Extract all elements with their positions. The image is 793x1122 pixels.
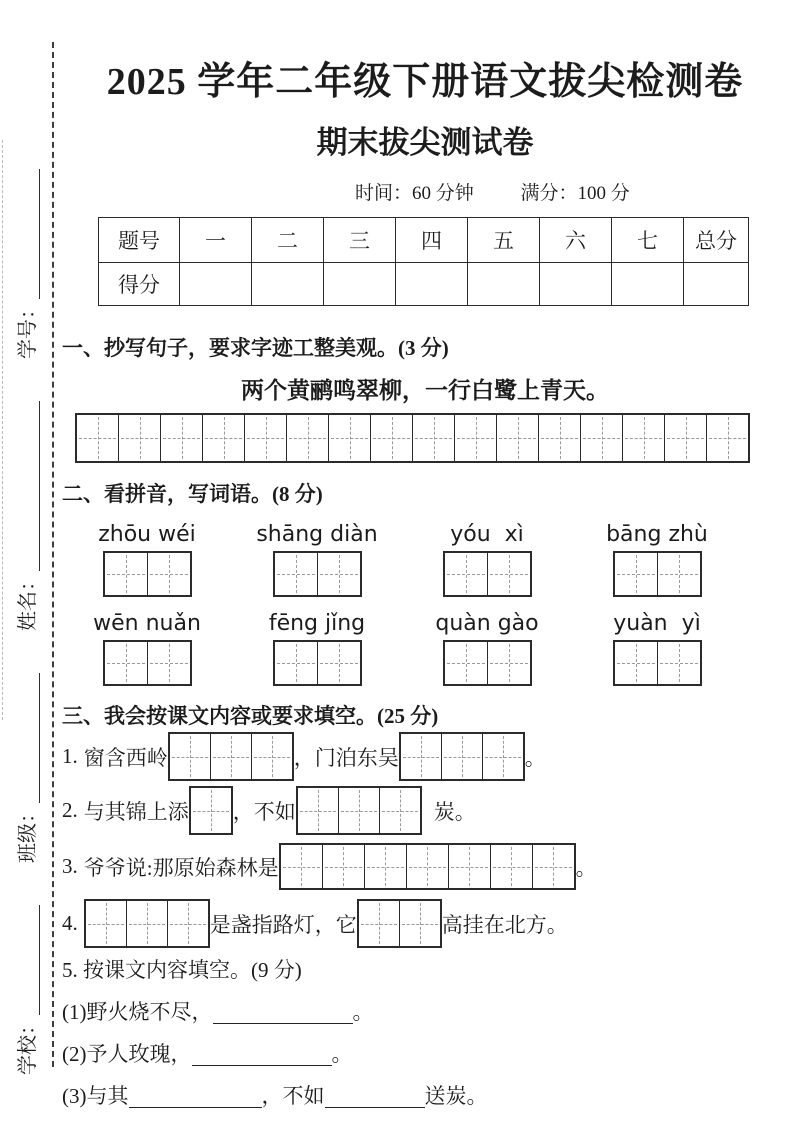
exam-full-score: 满分：100 分 — [520, 183, 630, 204]
score-table-col-1: 一 — [180, 218, 252, 263]
score-table-col-5: 五 — [468, 218, 540, 263]
write-cell — [370, 415, 412, 461]
write-cell — [286, 415, 328, 461]
write-cell — [328, 415, 370, 461]
write-cell — [615, 642, 657, 684]
score-table-col-6: 六 — [540, 218, 612, 263]
write-cell — [364, 845, 406, 888]
seal-label-name: 姓名： — [17, 571, 39, 631]
write-cell — [706, 415, 748, 461]
score-table — [98, 217, 749, 306]
write-cell — [482, 734, 523, 779]
score-cell — [540, 263, 612, 306]
section-two-heading: 二、看拼音，写词语。(8 分) — [62, 482, 323, 506]
fill-blank — [325, 1083, 425, 1108]
question-3 — [62, 843, 788, 890]
question-1 — [62, 732, 788, 781]
seal-cut-line — [52, 42, 54, 1067]
pinyin-group — [572, 522, 742, 597]
question-text: ，不如 — [261, 1084, 325, 1108]
score-table-col-2: 二 — [252, 218, 324, 263]
write-cell — [401, 734, 441, 779]
pinyin-word: yuàn yì — [613, 611, 701, 636]
pinyin-writebox — [103, 551, 192, 597]
pinyin-row-2 — [62, 611, 788, 686]
pinyin-word: quàn gào — [435, 611, 539, 636]
page-edge-dash-line — [2, 140, 3, 720]
seal-blank-class — [15, 673, 40, 803]
score-table-col-3: 三 — [324, 218, 396, 263]
question-text: ，不如 — [232, 799, 296, 824]
question-5-item-1 — [62, 996, 788, 1026]
write-cell — [317, 642, 360, 684]
answer-cells — [84, 899, 210, 948]
question-4 — [62, 899, 788, 948]
pinyin-word: fēng jǐng — [268, 611, 366, 636]
write-cell — [86, 901, 126, 946]
question-text: ，门泊东吴 — [293, 745, 399, 770]
write-cell — [338, 788, 379, 833]
write-cell — [359, 901, 399, 946]
write-cell — [622, 415, 664, 461]
write-cell — [379, 788, 420, 833]
write-cell — [317, 553, 360, 595]
score-table-col-4: 四 — [396, 218, 468, 263]
pinyin-writebox — [443, 551, 532, 597]
question-2 — [62, 786, 788, 835]
write-cell — [657, 553, 700, 595]
pinyin-group — [232, 611, 402, 686]
write-cell — [147, 553, 190, 595]
score-table-col-7: 七 — [612, 218, 684, 263]
write-cell — [538, 415, 580, 461]
write-cell — [454, 415, 496, 461]
score-cell — [396, 263, 468, 306]
write-cell — [445, 553, 487, 595]
fill-blank — [129, 1083, 262, 1108]
write-cell — [105, 642, 147, 684]
question-text: 。 — [331, 1042, 353, 1066]
score-cell — [468, 263, 540, 306]
score-cell — [324, 263, 396, 306]
answer-cells — [296, 786, 422, 835]
write-cell — [118, 415, 160, 461]
pinyin-row-1 — [62, 522, 788, 597]
score-row-label: 得分 — [99, 263, 180, 306]
seal-field-class — [11, 673, 40, 863]
write-cell — [126, 901, 167, 946]
copy-sentence: 两个黄鹂鸣翠柳，一行白鹭上青天。 — [241, 378, 609, 403]
pinyin-word: yóu xì — [450, 522, 524, 547]
write-cell — [487, 642, 530, 684]
seal-label-student-id: 学号： — [17, 299, 39, 359]
write-cell — [445, 642, 487, 684]
question-text: (1)野火烧不尽， — [62, 1000, 213, 1024]
pinyin-group — [402, 522, 572, 597]
write-cell — [496, 415, 538, 461]
write-cell — [664, 415, 706, 461]
seal-blank-student-id — [15, 169, 40, 299]
write-cell — [448, 845, 490, 888]
question-text: 炭。 — [433, 799, 476, 824]
fill-blank — [192, 1041, 332, 1066]
write-cell — [244, 415, 286, 461]
write-cell — [167, 901, 208, 946]
seal-blank-school — [15, 905, 40, 1015]
write-cell — [160, 415, 202, 461]
question-number: 1. — [62, 744, 78, 768]
pinyin-writebox — [273, 640, 362, 686]
score-cell — [252, 263, 324, 306]
question-text: (3)与其 — [62, 1084, 129, 1108]
question-text: (2)予人玫瑰， — [62, 1042, 192, 1066]
score-table-col-total: 总分 — [684, 218, 749, 263]
write-cell — [147, 642, 190, 684]
pinyin-word: zhōu wéi — [98, 522, 196, 547]
seal-label-class: 班级： — [17, 803, 39, 863]
question-text: 。 — [352, 1000, 374, 1024]
score-table-header-label: 题号 — [99, 218, 180, 263]
score-cell — [180, 263, 252, 306]
pinyin-group — [62, 611, 232, 686]
question-number: 3. — [62, 854, 78, 878]
question-text: 是盏指路灯，它 — [209, 912, 357, 937]
pinyin-writebox — [613, 640, 702, 686]
question-text: 送炭。 — [424, 1084, 488, 1108]
question-number: 4. — [62, 911, 78, 935]
pinyin-word: shāng diàn — [256, 522, 378, 547]
question-text: 与其锦上添 — [83, 799, 189, 824]
score-cell — [612, 263, 684, 306]
seal-label-school: 学校： — [17, 1015, 39, 1075]
write-cell — [532, 845, 574, 888]
question-5-heading: 5. 按课文内容填空。(9 分) — [62, 958, 302, 982]
exam-meta — [62, 178, 788, 205]
write-cell — [580, 415, 622, 461]
question-5-item-2 — [62, 1038, 788, 1068]
write-cell — [487, 553, 530, 595]
write-cell — [657, 642, 700, 684]
page-title: 2025 学年二年级下册语文拔尖检测卷 — [106, 61, 744, 103]
fill-blank — [213, 999, 353, 1024]
question-text: 窗含西岭 — [83, 745, 168, 770]
write-cell — [77, 415, 118, 461]
question-text: 爷爷说:那原始森林是 — [83, 855, 279, 880]
question-number: 2. — [62, 798, 78, 822]
pinyin-word: bāng zhù — [606, 522, 708, 547]
write-cell — [275, 642, 317, 684]
page-subtitle: 期末拔尖测试卷 — [316, 125, 534, 160]
copy-practice-grid — [75, 413, 750, 463]
pinyin-writebox — [273, 551, 362, 597]
write-cell — [251, 734, 292, 779]
score-cell — [684, 263, 749, 306]
pinyin-group — [402, 611, 572, 686]
write-cell — [322, 845, 364, 888]
write-cell — [412, 415, 454, 461]
seal-field-student-id — [11, 169, 40, 359]
seal-blank-name — [15, 401, 40, 571]
write-cell — [170, 734, 210, 779]
write-cell — [281, 845, 322, 888]
question-text: 。 — [575, 855, 597, 880]
answer-cells — [357, 899, 442, 948]
exam-time: 时间：60 分钟 — [355, 183, 474, 204]
question-text: 。 — [524, 745, 546, 770]
write-cell — [298, 788, 338, 833]
write-cell — [210, 734, 251, 779]
write-cell — [399, 901, 440, 946]
paper-content — [62, 0, 788, 1110]
seal-margin — [6, 75, 40, 1075]
seal-field-name — [11, 401, 40, 631]
answer-cells — [189, 786, 233, 835]
write-cell — [275, 553, 317, 595]
question-text: 高挂在北方。 — [441, 912, 568, 937]
write-cell — [202, 415, 244, 461]
question-5-item-3 — [62, 1080, 788, 1110]
write-cell — [490, 845, 532, 888]
pinyin-group — [572, 611, 742, 686]
pinyin-word: wēn nuǎn — [93, 611, 201, 636]
answer-cells — [279, 843, 576, 890]
write-cell — [615, 553, 657, 595]
seal-field-school — [11, 905, 40, 1075]
section-one-heading: 一、抄写句子，要求字迹工整美观。(3 分) — [62, 336, 449, 360]
write-cell — [191, 788, 231, 833]
pinyin-group — [62, 522, 232, 597]
answer-cells — [168, 732, 294, 781]
write-cell — [105, 553, 147, 595]
write-cell — [406, 845, 448, 888]
pinyin-writebox — [613, 551, 702, 597]
pinyin-group — [232, 522, 402, 597]
section-three-heading: 三、我会按课文内容或要求填空。(25 分) — [62, 704, 439, 728]
write-cell — [441, 734, 482, 779]
answer-cells — [399, 732, 525, 781]
pinyin-writebox — [103, 640, 192, 686]
pinyin-writebox — [443, 640, 532, 686]
